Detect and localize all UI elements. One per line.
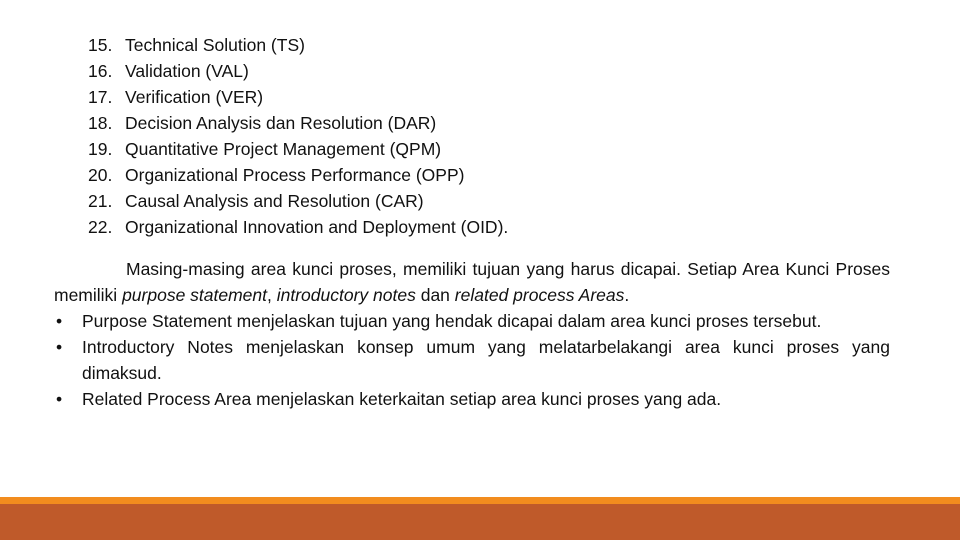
bullet-list — [54, 308, 890, 412]
bullet-icon: • — [56, 311, 63, 331]
list-item — [88, 162, 890, 188]
bullet-icon: • — [56, 337, 63, 357]
paragraph-text: Masing-masing area kunci proses, memiliki tujuan yang harus dicapai. Setiap Area Kunci Proses memiliki — [54, 259, 890, 305]
paragraph-text: dan — [415, 285, 455, 305]
list-number: 19. — [88, 139, 113, 159]
list-text: Verification (VER) — [125, 87, 264, 107]
bullet-item — [54, 308, 890, 334]
related-process-areas-term: related process Areas — [454, 285, 625, 305]
bullet-text: Introductory Notes menjelaskan konsep umum yang melatarbelakangi area kunci proses yang dimaksud. — [82, 337, 890, 383]
list-item — [88, 84, 890, 110]
bullet-item — [54, 386, 890, 412]
list-item — [88, 188, 890, 214]
intro-paragraph — [54, 256, 890, 308]
list-text: Organizational Process Performance (OPP) — [125, 165, 465, 185]
list-text: Organizational Innovation and Deployment (OID). — [125, 217, 509, 237]
list-number: 15. — [88, 35, 113, 55]
list-text: Quantitative Project Management (QPM) — [125, 139, 442, 159]
paragraph-text: . — [624, 285, 630, 305]
list-text: Causal Analysis and Resolution (CAR) — [125, 191, 424, 211]
list-number: 22. — [88, 217, 113, 237]
list-item — [88, 214, 890, 240]
process-area-list — [54, 32, 890, 240]
list-text: Validation (VAL) — [125, 61, 249, 81]
footer-bar — [0, 504, 960, 540]
list-text: Decision Analysis dan Resolution (DAR) — [125, 113, 437, 133]
list-number: 20. — [88, 165, 113, 185]
bullet-text: Related Process Area menjelaskan keterkaitan setiap area kunci proses yang ada. — [82, 389, 722, 409]
bullet-icon: • — [56, 389, 63, 409]
list-number: 18. — [88, 113, 113, 133]
accent-bar — [0, 497, 960, 504]
list-number: 16. — [88, 61, 113, 81]
bullet-text: Purpose Statement menjelaskan tujuan yang hendak dicapai dalam area kunci proses tersebut. — [82, 311, 822, 331]
bullet-item — [54, 334, 890, 386]
list-number: 17. — [88, 87, 113, 107]
paragraph-text: , — [267, 285, 277, 305]
slide-body — [54, 32, 890, 412]
list-item — [88, 32, 890, 58]
purpose-statement-term: purpose statement — [122, 285, 268, 305]
list-text: Technical Solution (TS) — [125, 35, 305, 55]
list-item — [88, 136, 890, 162]
introductory-notes-term: introductory notes — [276, 285, 416, 305]
list-item — [88, 58, 890, 84]
list-item — [88, 110, 890, 136]
list-number: 21. — [88, 191, 113, 211]
